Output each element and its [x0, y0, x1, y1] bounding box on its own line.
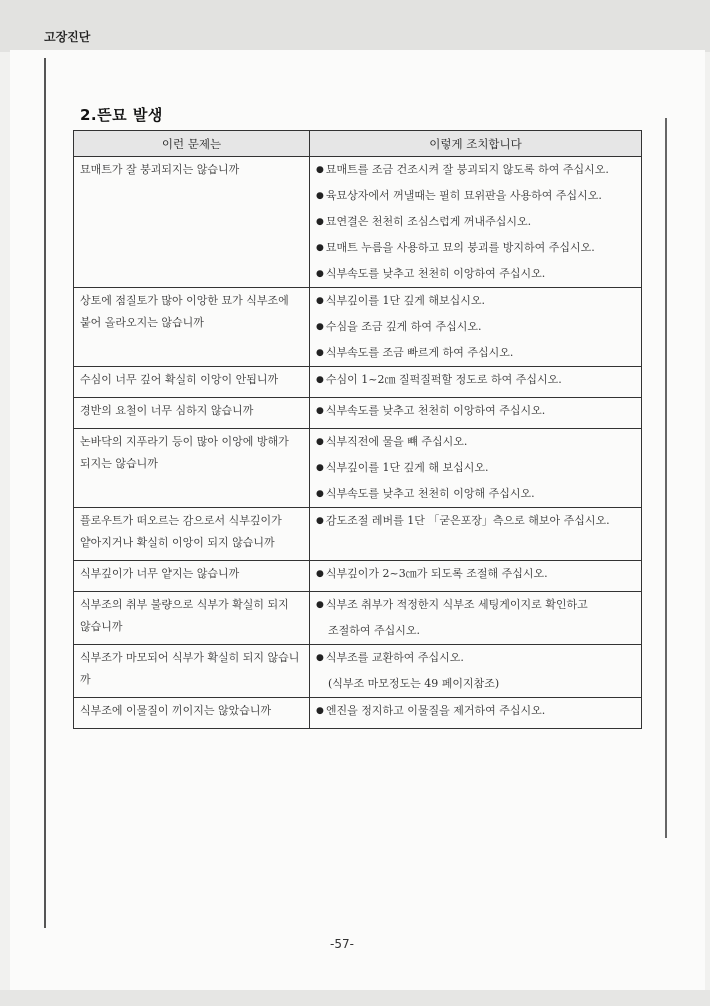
margin-rule	[665, 118, 667, 838]
solution-cell	[310, 157, 641, 287]
solution-item	[316, 671, 637, 697]
bullet-icon: ●	[316, 437, 324, 447]
bullet-icon: ●	[316, 653, 324, 663]
solution-item	[316, 592, 637, 618]
problem-cell	[74, 367, 310, 397]
table-row	[74, 561, 641, 592]
problem-cell	[74, 288, 310, 366]
bullet-icon: ●	[316, 516, 324, 526]
solution-text: 식부깊이를 1단 깊게 해보십시오.	[325, 294, 485, 307]
problem-text: 까	[80, 673, 91, 686]
solution-cell	[310, 398, 641, 428]
table-row	[74, 645, 641, 698]
bullet-icon: ●	[316, 348, 324, 358]
solution-text: 엔진을 정지하고 이물질을 제거하여 주십시오.	[325, 704, 546, 717]
solution-text: 식부속도를 조금 빠르게 하여 주십시오.	[325, 346, 514, 359]
table-row	[74, 398, 641, 429]
problem-cell	[74, 429, 310, 507]
solution-text: 수심이 1~2㎝ 질퍽질퍽할 정도로 하여 주십시오.	[325, 373, 562, 386]
problem-text: 식부조에 이물질이 끼이지는 않았습니까	[80, 704, 272, 717]
table-row	[74, 157, 641, 288]
solution-item	[316, 288, 637, 314]
solution-cell	[310, 288, 641, 366]
solution-text: 식부깊이가 2~3㎝가 되도록 조절해 주십시오.	[325, 567, 548, 580]
solution-cell	[310, 645, 641, 697]
problem-cell	[74, 592, 310, 644]
solution-item	[316, 561, 637, 587]
solution-item	[316, 209, 637, 235]
solution-text: 식부직전에 물을 뺴 주십시오.	[325, 435, 468, 448]
problem-text: 상토에 점질토가 많아 이앙한 묘가 식부조에	[80, 294, 289, 307]
bullet-icon: ●	[316, 217, 324, 227]
table-row	[74, 288, 641, 367]
bullet-icon: ●	[316, 463, 324, 473]
solution-item	[316, 183, 637, 209]
solution-text: 식부깊이를 1단 깊게 해 보십시오.	[325, 461, 489, 474]
problem-text: 식부조의 취부 불량으로 식부가 확실히 되지	[80, 598, 289, 611]
table-row	[74, 508, 641, 561]
problem-text: 논바닥의 지푸라기 등이 많아 이앙에 방해가	[80, 435, 289, 448]
solution-text: 식부속도를 낮추고 천천히 이앙하여 주십시오.	[325, 404, 546, 417]
solution-cell	[310, 698, 641, 728]
problem-cell	[74, 645, 310, 697]
solution-item	[316, 340, 637, 366]
bullet-icon: ●	[316, 600, 324, 610]
solution-cell	[310, 592, 641, 644]
solution-text: 감도조절 레버를 1단 「굳은포장」측으로 해보아 주십시오.	[325, 514, 610, 527]
solution-item	[316, 645, 637, 671]
bullet-icon: ●	[316, 375, 324, 385]
table-row	[74, 592, 641, 645]
bullet-icon: ●	[316, 322, 324, 332]
header-problem: 이런 문제는	[74, 131, 310, 156]
solution-text: 조절하여 주십시오.	[328, 624, 421, 637]
binding-rule	[44, 58, 46, 928]
solution-item	[316, 235, 637, 261]
bullet-icon: ●	[316, 296, 324, 306]
solution-text: 식부조 취부가 적정한지 식부조 세팅게이지로 확인하고	[325, 598, 588, 611]
problem-text: 묘매트가 잘 붕괴되지는 않습니까	[80, 163, 240, 176]
solution-item	[316, 398, 637, 424]
solution-item	[316, 455, 637, 481]
problem-cell	[74, 398, 310, 428]
troubleshooting-table	[73, 130, 642, 729]
solution-text: 수심을 조금 깊게 하여 주십시오.	[325, 320, 482, 333]
solution-text: 식부속도를 낮추고 천천히 이앙하여 주십시오.	[325, 267, 546, 280]
problem-cell	[74, 698, 310, 728]
bullet-icon: ●	[316, 489, 324, 499]
bullet-icon: ●	[316, 569, 324, 579]
problem-text: 플로우트가 떠오르는 감으로서 식부깊이가	[80, 514, 282, 527]
table-row	[74, 367, 641, 398]
page-number: -57-	[330, 937, 354, 951]
solution-cell	[310, 561, 641, 591]
solution-item	[316, 314, 637, 340]
problem-cell	[74, 508, 310, 560]
solution-item	[316, 157, 637, 183]
bullet-icon: ●	[316, 269, 324, 279]
solution-text: 묘매트를 조금 건조시켜 잘 붕괴되지 않도록 하여 주십시오.	[325, 163, 609, 176]
bullet-icon: ●	[316, 191, 324, 201]
solution-item	[316, 261, 637, 287]
bullet-icon: ●	[316, 406, 324, 416]
problem-text: 않습니까	[80, 620, 123, 633]
problem-text: 경반의 요철이 너무 심하지 않습니까	[80, 404, 254, 417]
problem-text: 식부조가 마모되어 식부가 확실히 되지 않습니	[80, 651, 300, 664]
solution-cell	[310, 367, 641, 397]
solution-item	[316, 698, 637, 724]
solution-item	[316, 508, 637, 534]
section-title: 2.뜬묘 발생	[80, 106, 163, 124]
bullet-icon: ●	[316, 706, 324, 716]
table-body	[74, 157, 641, 728]
solution-text: 묘연결은 천천히 조심스럽게 꺼내주십시오.	[325, 215, 532, 228]
problem-cell	[74, 561, 310, 591]
solution-text: 식부속도를 낮추고 천천히 이앙해 주십시오.	[325, 487, 535, 500]
bullet-icon: ●	[316, 243, 324, 253]
problem-text: 붙어 올라오지는 않습니까	[80, 316, 204, 329]
problem-text: 수심이 너무 깊어 확실히 이앙이 안됩니까	[80, 373, 279, 386]
chapter-label: 고장진단	[44, 30, 91, 44]
table-row	[74, 698, 641, 728]
solution-text: (식부조 마모정도는 49 페이지참조)	[328, 677, 500, 690]
problem-cell	[74, 157, 310, 287]
solution-text: 육묘상자에서 꺼낼때는 필히 묘위판을 사용하여 주십시오.	[325, 189, 602, 202]
solution-item	[316, 367, 637, 393]
bottom-band	[0, 990, 710, 1006]
problem-text: 되지는 않습니까	[80, 457, 158, 470]
solution-item	[316, 481, 637, 507]
header-band	[0, 0, 710, 52]
bullet-icon: ●	[316, 165, 324, 175]
solution-item	[316, 618, 637, 644]
table-row	[74, 429, 641, 508]
solution-text: 묘매트 누름을 사용하고 묘의 붕괴를 방지하여 주십시오.	[325, 241, 595, 254]
problem-text: 식부깊이가 너무 얕지는 않습니까	[80, 567, 240, 580]
header-solution: 이렇게 조치합니다	[429, 136, 522, 151]
solution-cell	[310, 429, 641, 507]
table-header	[74, 131, 641, 157]
solution-text: 식부조를 교환하여 주십시오.	[325, 651, 464, 664]
problem-text: 얕아지거나 확실히 이앙이 되지 않습니까	[80, 536, 275, 549]
solution-item	[316, 429, 637, 455]
solution-cell	[310, 508, 641, 560]
